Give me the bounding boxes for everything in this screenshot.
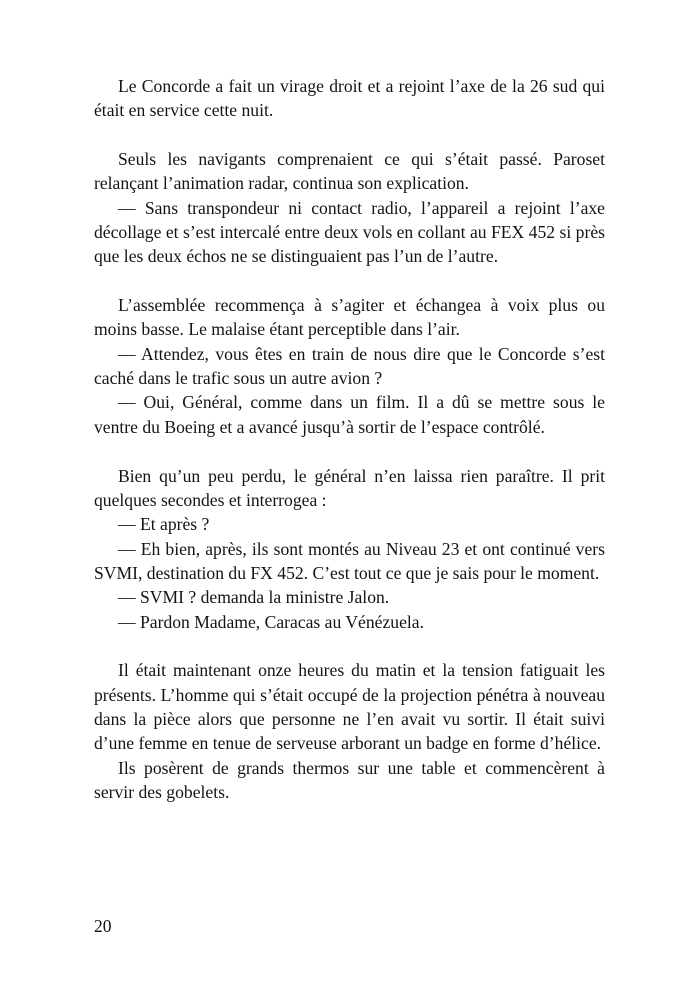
paragraph-1: Le Concorde a fait un virage droit et a rejoint l’axe de la 26 sud qui était en service cette nuit. (94, 76, 605, 121)
paragraph-2: Seuls les navigants comprenaient ce qui s’était passé. Paroset relançant l’animation radar, continua son explication. (94, 149, 605, 194)
body-text (94, 74, 605, 804)
paragraph-4: L’assemblée recommença à s’agiter et échangea à voix plus ou moins basse. Le malaise étant perceptible dans l’air. (94, 295, 605, 340)
paragraph-9: — Eh bien, après, ils sont montés au Niveau 23 et ont continué vers SVMI, destination du FX 452. C’est tout ce que je sais pour le moment. (94, 538, 605, 583)
page-number: 20 (94, 916, 112, 936)
paragraph-13: Ils posèrent de grands thermos sur une table et commencèrent à servir des gobelets. (94, 757, 605, 802)
paragraph-5: — Attendez, vous êtes en train de nous dire que le Concorde s’est caché dans le trafic sous un autre avion ? (94, 343, 605, 389)
paragraph-3: — Sans transpondeur ni contact radio, l’appareil a rejoint l’axe décollage et s’est intercalé entre deux vols en collant au FEX 452 si près que les deux échos ne se distinguaient pas l’un de l’autre. (94, 197, 605, 267)
paragraph-8: — Et après ? (118, 514, 210, 535)
paragraph-11: — Pardon Madame, Caracas au Vénézuela. (118, 611, 424, 632)
paragraph-6: — Oui, Général, comme dans un film. Il a dû se mettre sous le ventre du Boeing et a avancé jusqu’à sortir de l’espace contrôlé. (94, 392, 605, 437)
paragraph-12: Il était maintenant onze heures du matin et la tension fatiguait les présents. L’homme qui s’était occupé de la projection pénétra à nouveau dans la pièce alors que personne ne l’en avait vu sortir. Il était suivi d’une femme en tenue de serveuse arborant un badge en forme d’hélice. (94, 660, 605, 754)
paragraph-7: Bien qu’un peu perdu, le général n’en laissa rien paraître. Il prit quelques secondes et interrogea : (94, 465, 605, 510)
paragraph-10: — SVMI ? demanda la ministre Jalon. (118, 587, 390, 608)
